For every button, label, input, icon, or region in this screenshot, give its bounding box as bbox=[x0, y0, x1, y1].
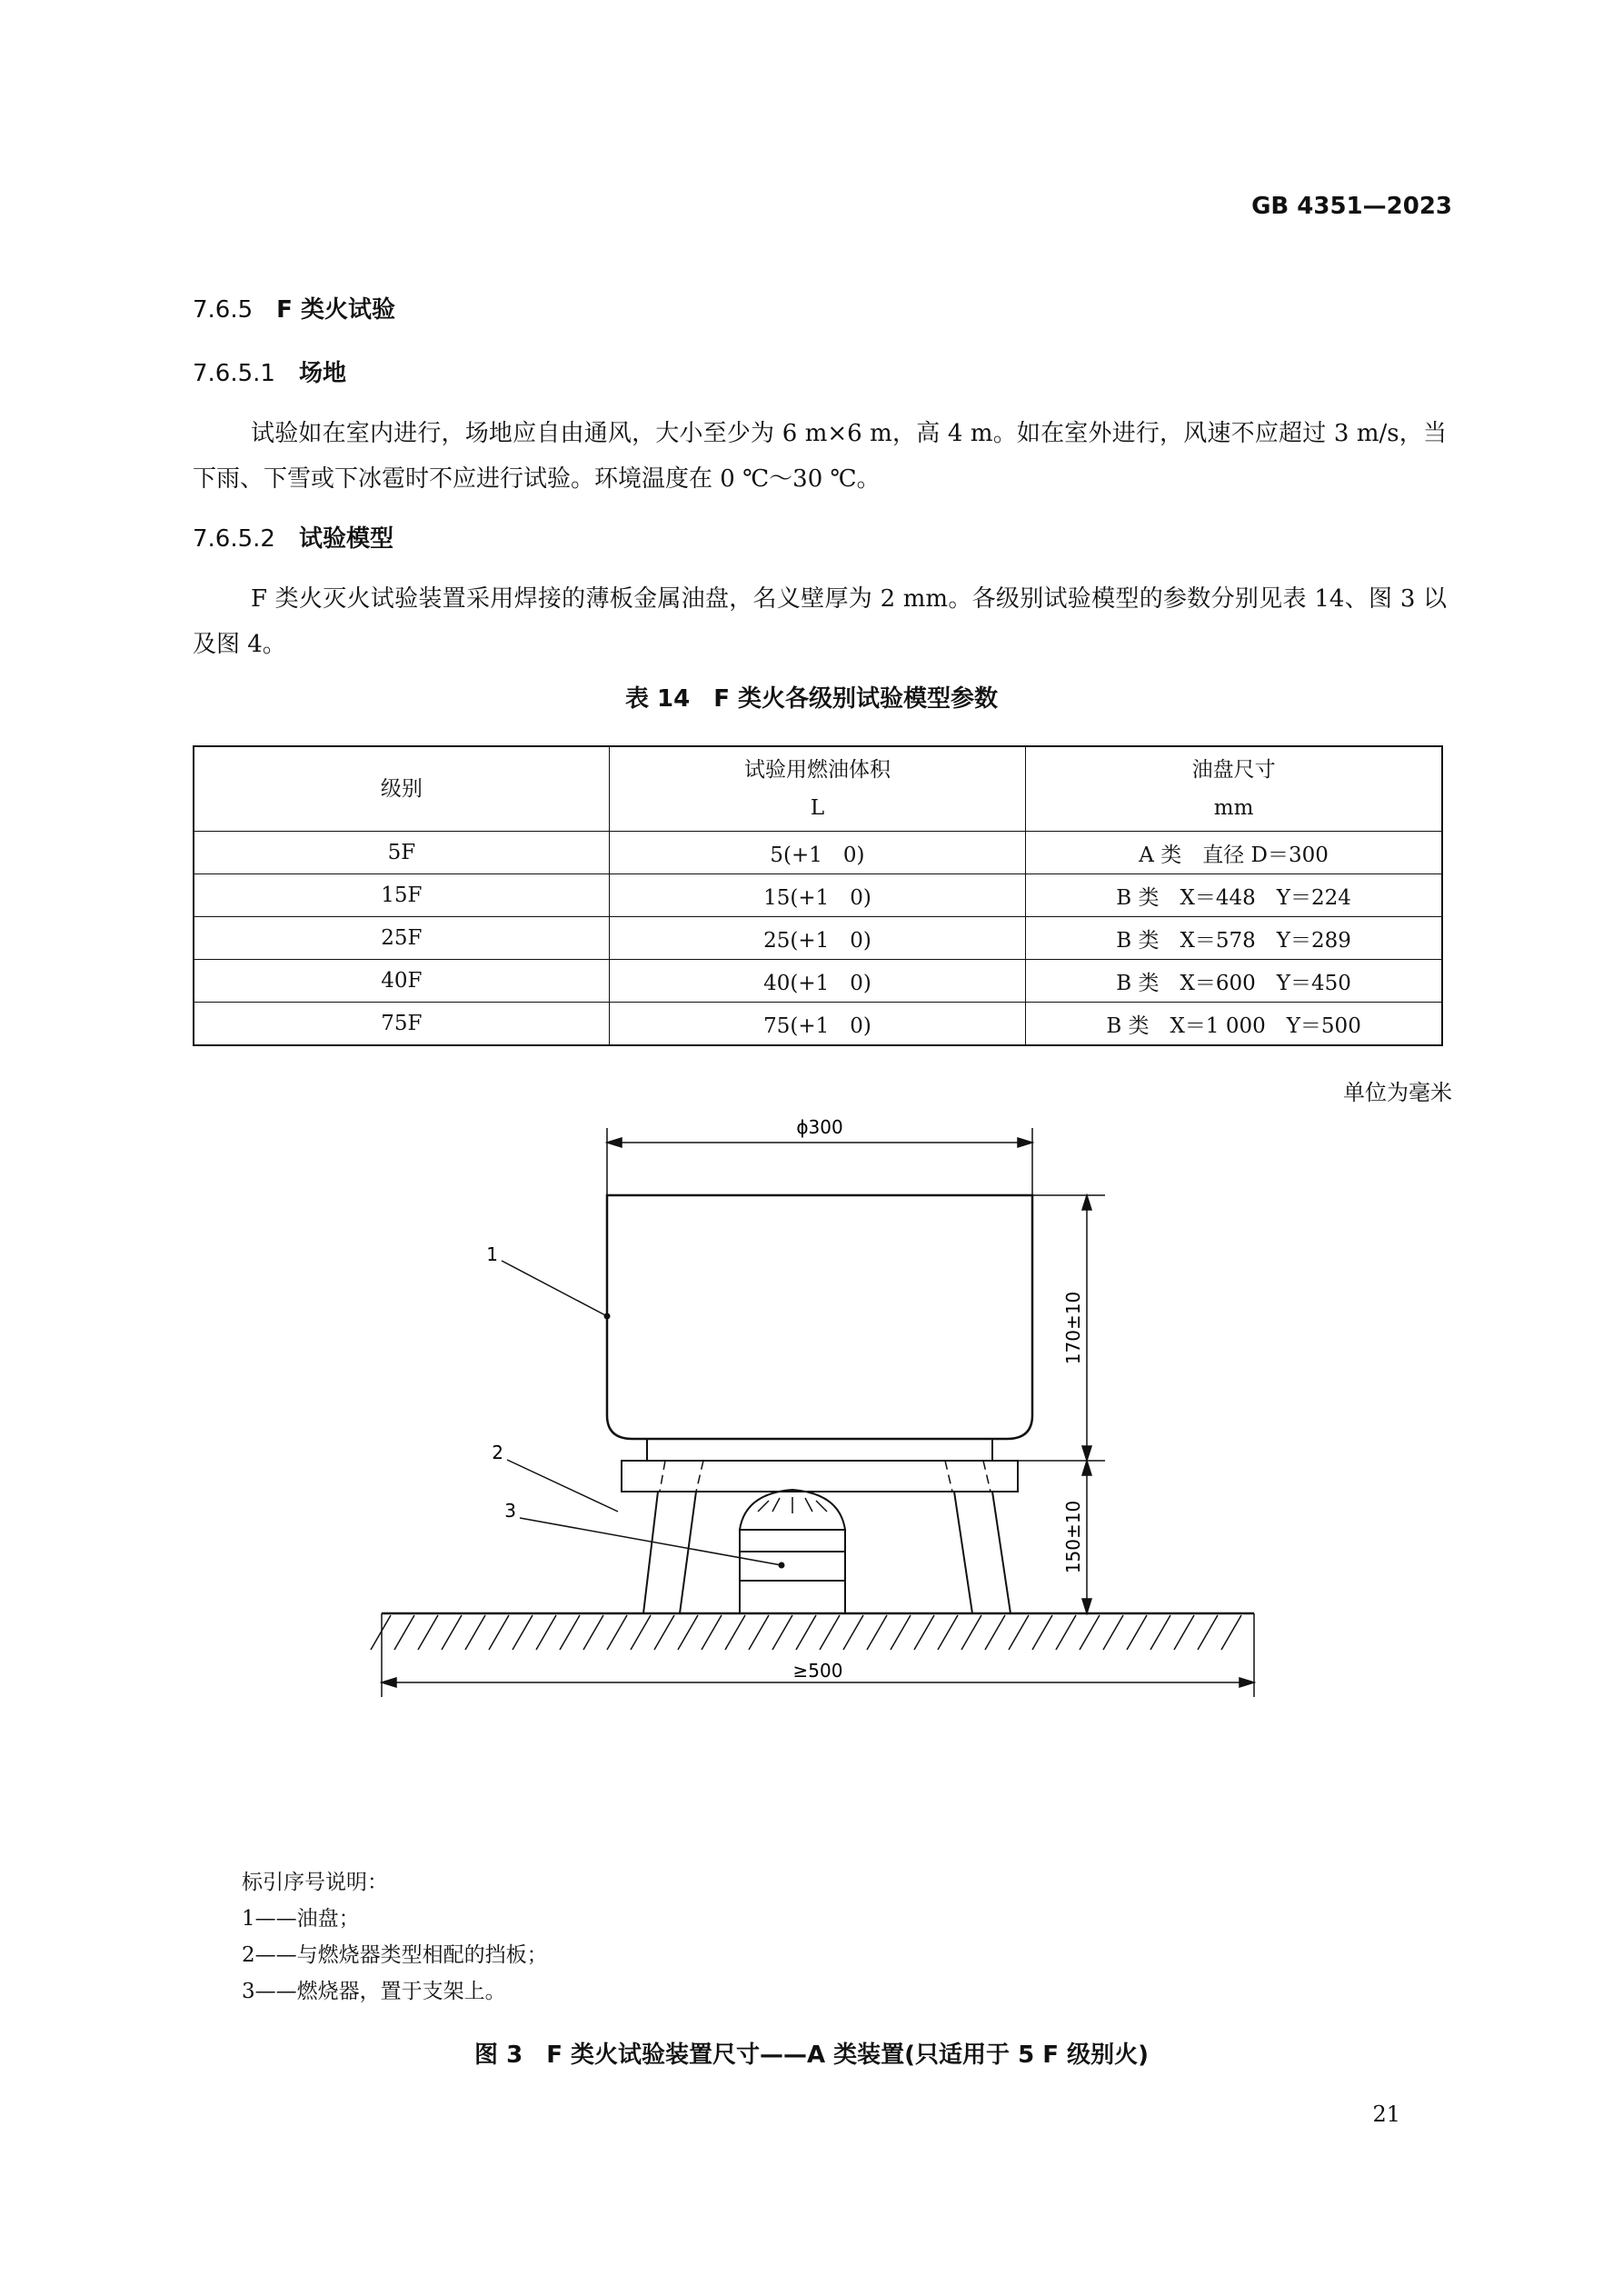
legend-item-1: 1——油盘； bbox=[242, 1907, 360, 1931]
figure-caption: 图 3 F 类火试验装置尺寸——A 类装置(只适用于 5 F 级别火) bbox=[474, 2041, 1149, 2069]
hatch-line bbox=[1056, 1615, 1076, 1650]
table-row bbox=[194, 917, 1442, 960]
cell-grade: 5F bbox=[194, 832, 609, 874]
legend-item-3: 3——燃烧器，置于支架上。 bbox=[242, 1980, 506, 2003]
hatch-line bbox=[489, 1615, 509, 1650]
hatch-line bbox=[442, 1615, 462, 1650]
cell-grade: 75F bbox=[194, 1003, 609, 1046]
hatch-line bbox=[1127, 1615, 1147, 1650]
header-pan bbox=[1026, 746, 1442, 832]
hatch-line bbox=[772, 1615, 792, 1650]
stand-height-label: 150±10 bbox=[1062, 1500, 1084, 1574]
hidden-lines bbox=[660, 1461, 991, 1492]
hatch-line bbox=[394, 1615, 414, 1650]
cell-volume: 25(+1 0) bbox=[609, 917, 1025, 960]
table-row bbox=[194, 960, 1442, 1003]
oil-pan bbox=[607, 1195, 1032, 1439]
pan-base-ring bbox=[647, 1439, 992, 1461]
hatch-line bbox=[961, 1615, 981, 1650]
callout-2: 2 bbox=[492, 1442, 503, 1463]
pan-height-label: 170±10 bbox=[1062, 1291, 1084, 1365]
header-pan-label: 油盘尺寸 bbox=[1191, 758, 1276, 782]
header-volume bbox=[609, 746, 1025, 832]
hatch-line bbox=[560, 1615, 580, 1650]
hatch-line bbox=[631, 1615, 651, 1650]
cell-grade: 15F bbox=[194, 874, 609, 917]
base-width-label: ≥500 bbox=[792, 1660, 843, 1682]
section-heading-7-6-5-1 bbox=[193, 354, 346, 388]
hatch-line bbox=[513, 1615, 533, 1650]
hatch-line bbox=[1198, 1615, 1218, 1650]
base-width-dimension bbox=[382, 1613, 1254, 1697]
callout-leaders bbox=[502, 1261, 782, 1565]
cell-volume: 75(+1 0) bbox=[609, 1003, 1025, 1046]
section-number: 7.6.5 bbox=[193, 296, 254, 324]
cell-pan: B 类 X＝448 Y＝224 bbox=[1026, 874, 1442, 917]
header-volume-label: 试验用燃油体积 bbox=[743, 758, 891, 782]
table-row bbox=[194, 1003, 1442, 1046]
hatch-line bbox=[914, 1615, 934, 1650]
section-number: 7.6.5.1 bbox=[193, 360, 275, 387]
diameter-dimension bbox=[607, 1128, 1032, 1195]
hatch-line bbox=[583, 1615, 603, 1650]
section-title: F 类火试验 bbox=[276, 296, 395, 324]
cell-pan: B 类 X＝578 Y＝289 bbox=[1026, 917, 1442, 960]
table-row bbox=[194, 874, 1442, 917]
section-number: 7.6.5.2 bbox=[193, 525, 275, 553]
header-volume-unit: L bbox=[810, 796, 825, 820]
header-pan-unit: mm bbox=[1213, 796, 1254, 820]
hatch-line bbox=[371, 1615, 391, 1650]
table-row bbox=[194, 832, 1442, 874]
hatch-line bbox=[891, 1615, 911, 1650]
diameter-label: ϕ300 bbox=[796, 1116, 843, 1138]
hatch-line bbox=[607, 1615, 627, 1650]
height-dimensions bbox=[1018, 1195, 1105, 1613]
hatch-line bbox=[1032, 1615, 1052, 1650]
cell-volume: 5(+1 0) bbox=[609, 832, 1025, 874]
header-grade: 级别 bbox=[194, 746, 609, 832]
callout-1: 1 bbox=[486, 1243, 498, 1265]
hatch-line bbox=[725, 1615, 745, 1650]
cell-volume: 40(+1 0) bbox=[609, 960, 1025, 1003]
cell-grade: 40F bbox=[194, 960, 609, 1003]
hatch-line bbox=[749, 1615, 769, 1650]
cell-pan: B 类 X＝1 000 Y＝500 bbox=[1026, 1003, 1442, 1046]
hatch-line bbox=[867, 1615, 887, 1650]
ground-hatching bbox=[371, 1615, 1241, 1650]
cell-pan: A 类 直径 D＝300 bbox=[1026, 832, 1442, 874]
hatch-line bbox=[1009, 1615, 1029, 1650]
hatch-line bbox=[938, 1615, 958, 1650]
standard-code: GB 4351—2023 bbox=[1251, 193, 1452, 220]
hatch-line bbox=[536, 1615, 556, 1650]
paragraph-model: F 类火灭火试验装置采用焊接的薄板金属油盘，名义壁厚为 2 mm。各级别试验模型的参数分别见表 14、图 3 以及图 4。 bbox=[193, 585, 1447, 658]
hatch-line bbox=[654, 1615, 674, 1650]
callout-3: 3 bbox=[504, 1500, 516, 1522]
section-heading-7-6-5 bbox=[193, 291, 395, 324]
hatch-line bbox=[465, 1615, 485, 1650]
hatch-line bbox=[820, 1615, 840, 1650]
hatch-line bbox=[418, 1615, 438, 1650]
apparatus-drawing bbox=[363, 1104, 1272, 1886]
hatch-line bbox=[702, 1615, 722, 1650]
legend-title: 标引序号说明： bbox=[242, 1871, 388, 1894]
hatch-line bbox=[1103, 1615, 1123, 1650]
paragraph-site: 试验如在室内进行，场地应自由通风，大小至少为 6 m×6 m，高 4 m。如在室外进行，风速不应超过 3 m/s，当下雨、下雪或下冰雹时不应进行试验。环境温度在 0 ℃～30 ℃。 bbox=[193, 420, 1447, 493]
cell-grade: 25F bbox=[194, 917, 609, 960]
hatch-line bbox=[1080, 1615, 1100, 1650]
burner bbox=[740, 1490, 845, 1613]
pan-leader-dot bbox=[604, 1313, 611, 1320]
table-caption: 表 14 F 类火各级别试验模型参数 bbox=[624, 685, 999, 713]
cell-volume: 15(+1 0) bbox=[609, 874, 1025, 917]
cell-pan: B 类 X＝600 Y＝450 bbox=[1026, 960, 1442, 1003]
hatch-line bbox=[1150, 1615, 1170, 1650]
section-title: 试验模型 bbox=[298, 525, 393, 553]
page-number: 21 bbox=[1372, 2101, 1400, 2127]
hatch-line bbox=[678, 1615, 698, 1650]
hatch-line bbox=[843, 1615, 863, 1650]
hatch-line bbox=[796, 1615, 816, 1650]
hatch-line bbox=[1221, 1615, 1241, 1650]
hatch-line bbox=[1174, 1615, 1194, 1650]
unit-label: 单位为毫米 bbox=[1343, 1080, 1452, 1105]
table-header-row bbox=[194, 746, 1442, 832]
baffle-plate bbox=[622, 1461, 1018, 1492]
hatch-line bbox=[985, 1615, 1005, 1650]
parameters-table bbox=[193, 745, 1443, 1046]
section-title: 场地 bbox=[298, 360, 346, 387]
legend-item-2: 2——与燃烧器类型相配的挡板； bbox=[242, 1943, 548, 1967]
section-heading-7-6-5-2 bbox=[193, 520, 393, 554]
